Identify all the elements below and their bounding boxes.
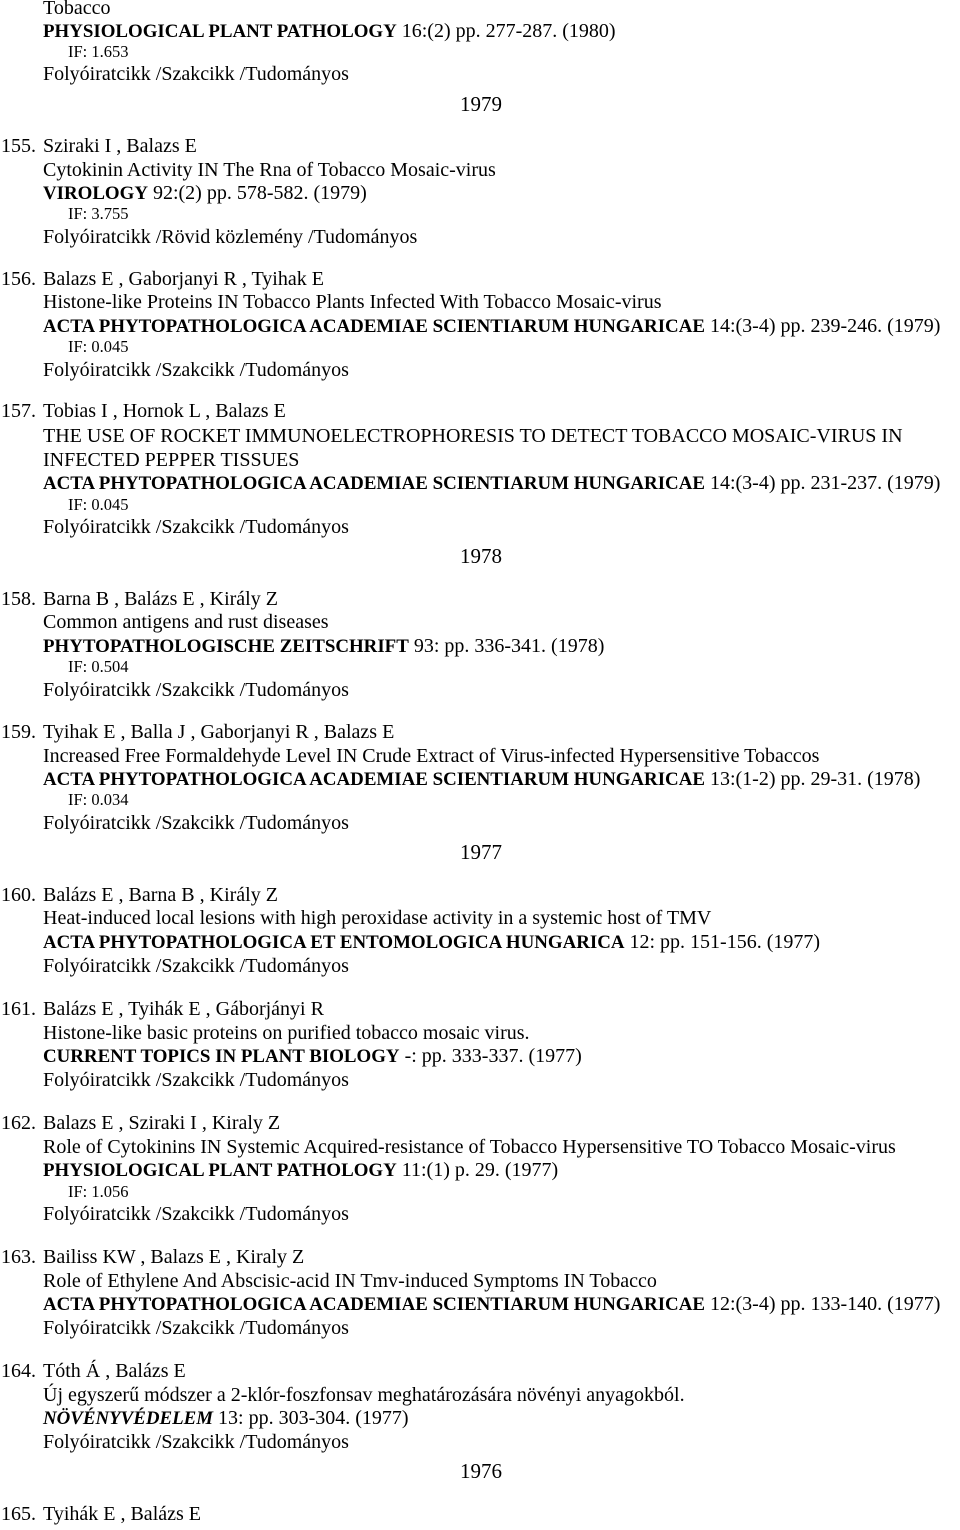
impact-factor: IF: 0.034 bbox=[68, 790, 129, 809]
entry-number: 158. bbox=[1, 587, 36, 610]
year-heading: 1977 bbox=[460, 839, 502, 864]
year-heading: 1976 bbox=[460, 1458, 502, 1483]
publication-type: Folyóiratcikk /Szakcikk /Tudományos bbox=[43, 1316, 349, 1339]
entry-journal-line bbox=[43, 1407, 409, 1430]
impact-factor: IF: 3.755 bbox=[68, 204, 129, 223]
impact-factor: IF: 0.045 bbox=[68, 495, 129, 514]
journal-name: NÖVÉNYVÉDELEM bbox=[43, 1407, 214, 1429]
entry-header-line bbox=[1, 1503, 201, 1526]
entry-number: 161. bbox=[1, 997, 36, 1020]
entry-header-line bbox=[1, 1112, 280, 1135]
journal-details: 14:(3-4) pp. 231-237. (1979) bbox=[709, 471, 941, 494]
journal-name: VIROLOGY bbox=[43, 182, 148, 204]
journal-details: 13: pp. 303-304. (1977) bbox=[218, 1406, 409, 1429]
entry-title-line: Tobacco bbox=[43, 0, 111, 19]
publication-type: Folyóiratcikk /Szakcikk /Tudományos bbox=[43, 954, 349, 977]
entry-journal-line bbox=[43, 472, 940, 495]
entry-journal-line bbox=[43, 1159, 558, 1182]
entry-journal-line bbox=[43, 635, 604, 658]
entry-title-line: Új egyszerű módszer a 2-klór-foszfonsav meghatározására növényi anyagokból. bbox=[43, 1383, 685, 1406]
journal-details: 12: pp. 151-156. (1977) bbox=[629, 930, 821, 953]
journal-details: 12:(3-4) pp. 133-140. (1977) bbox=[709, 1292, 941, 1315]
journal-details: 14:(3-4) pp. 239-246. (1979) bbox=[709, 314, 941, 337]
journal-details: -: pp. 333-337. (1977) bbox=[404, 1044, 582, 1067]
entry-journal-line bbox=[43, 1045, 582, 1068]
journal-name: ACTA PHYTOPATHOLOGICA ACADEMIAE SCIENTIARUM HUNGARICAE bbox=[43, 768, 705, 790]
entry-header-line bbox=[1, 998, 324, 1021]
entry-number: 163. bbox=[1, 1245, 36, 1268]
entry-title-line: Common antigens and rust diseases bbox=[43, 610, 329, 633]
journal-details: 92:(2) pp. 578-582. (1979) bbox=[152, 181, 367, 204]
entry-authors: Barna B , Balázs E , Király Z bbox=[43, 587, 278, 610]
impact-factor: IF: 1.653 bbox=[68, 42, 129, 61]
journal-name: ACTA PHYTOPATHOLOGICA ACADEMIAE SCIENTIARUM HUNGARICAE bbox=[43, 472, 705, 494]
entry-title-line: Cytokinin Activity IN The Rna of Tobacco Mosaic-virus bbox=[43, 158, 496, 181]
entry-title-line: Heat-induced local lesions with high peroxidase activity in a systemic host of TMV bbox=[43, 906, 712, 929]
year-heading: 1979 bbox=[460, 91, 502, 116]
impact-factor: IF: 0.045 bbox=[68, 337, 129, 356]
publication-type: Folyóiratcikk /Szakcikk /Tudományos bbox=[43, 811, 349, 834]
publication-type: Folyóiratcikk /Szakcikk /Tudományos bbox=[43, 62, 349, 85]
entry-journal-line bbox=[43, 20, 616, 43]
journal-name: ACTA PHYTOPATHOLOGICA ACADEMIAE SCIENTIARUM HUNGARICAE bbox=[43, 1293, 705, 1315]
entry-title-line: Role of Ethylene And Abscisic-acid IN Tmv-induced Symptoms IN Tobacco bbox=[43, 1269, 657, 1292]
publication-type: Folyóiratcikk /Szakcikk /Tudományos bbox=[43, 358, 349, 381]
entry-header-line bbox=[1, 1360, 186, 1383]
entry-header-line bbox=[1, 1246, 304, 1269]
entry-authors: Balazs E , Sziraki I , Kiraly Z bbox=[43, 1111, 281, 1134]
journal-details: 93: pp. 336-341. (1978) bbox=[413, 634, 605, 657]
entry-title-line: THE USE OF ROCKET IMMUNOELECTROPHORESIS TO DETECT TOBACCO MOSAIC-VIRUS IN bbox=[43, 424, 903, 447]
entry-authors: Balázs E , Tyihák E , Gáborjányi R bbox=[43, 997, 324, 1020]
entry-header-line bbox=[1, 400, 286, 423]
impact-factor: IF: 1.056 bbox=[68, 1182, 129, 1201]
entry-header-line bbox=[1, 135, 197, 158]
entry-header-line bbox=[1, 588, 278, 611]
entry-journal-line bbox=[43, 768, 920, 791]
publication-type: Folyóiratcikk /Szakcikk /Tudományos bbox=[43, 1430, 349, 1453]
entry-header-line bbox=[1, 268, 324, 291]
entry-number: 155. bbox=[1, 134, 36, 157]
entry-authors: Tyihák E , Balázs E bbox=[43, 1502, 201, 1525]
journal-details: 13:(1-2) pp. 29-31. (1978) bbox=[709, 767, 921, 790]
journal-details: 11:(1) p. 29. (1977) bbox=[401, 1158, 559, 1181]
journal-name: PHYSIOLOGICAL PLANT PATHOLOGY bbox=[43, 20, 397, 42]
entry-title-line: Histone-like Proteins IN Tobacco Plants Infected With Tobacco Mosaic-virus bbox=[43, 290, 662, 313]
entry-number: 160. bbox=[1, 883, 36, 906]
entry-number: 157. bbox=[1, 399, 36, 422]
journal-details: 16:(2) pp. 277-287. (1980) bbox=[401, 19, 616, 42]
entry-number: 165. bbox=[1, 1502, 36, 1525]
entry-journal-line bbox=[43, 1293, 940, 1316]
publication-type: Folyóiratcikk /Szakcikk /Tudományos bbox=[43, 1068, 349, 1091]
publication-type: Folyóiratcikk /Szakcikk /Tudományos bbox=[43, 515, 349, 538]
impact-factor: IF: 0.504 bbox=[68, 657, 129, 676]
entry-header-line bbox=[1, 884, 278, 907]
entry-journal-line bbox=[43, 931, 820, 954]
publication-type: Folyóiratcikk /Rövid közlemény /Tudományos bbox=[43, 225, 418, 248]
journal-name: CURRENT TOPICS IN PLANT BIOLOGY bbox=[43, 1045, 400, 1067]
year-heading: 1978 bbox=[460, 543, 502, 568]
entry-authors: Tóth Á , Balázs E bbox=[43, 1359, 186, 1382]
entry-authors: Sziraki I , Balazs E bbox=[43, 134, 197, 157]
entry-journal-line bbox=[43, 315, 940, 338]
entry-title-line: Role of Cytokinins IN Systemic Acquired-resistance of Tobacco Hypersensitive TO Tobacco Mosaic-virus bbox=[43, 1135, 896, 1158]
journal-name: ACTA PHYTOPATHOLOGICA ACADEMIAE SCIENTIARUM HUNGARICAE bbox=[43, 315, 705, 337]
entry-authors: Bailiss KW , Balazs E , Kiraly Z bbox=[43, 1245, 305, 1268]
entry-title-line: INFECTED PEPPER TISSUES bbox=[43, 448, 300, 471]
entry-number: 164. bbox=[1, 1359, 36, 1382]
journal-name: PHYSIOLOGICAL PLANT PATHOLOGY bbox=[43, 1159, 397, 1181]
entry-number: 159. bbox=[1, 720, 36, 743]
entry-number: 156. bbox=[1, 267, 36, 290]
publication-type: Folyóiratcikk /Szakcikk /Tudományos bbox=[43, 678, 349, 701]
entry-authors: Balazs E , Gaborjanyi R , Tyihak E bbox=[43, 267, 324, 290]
entry-title-line: Histone-like basic proteins on purified tobacco mosaic virus. bbox=[43, 1021, 530, 1044]
publication-type: Folyóiratcikk /Szakcikk /Tudományos bbox=[43, 1202, 349, 1225]
entry-authors: Tobias I , Hornok L , Balazs E bbox=[43, 399, 286, 422]
entry-journal-line bbox=[43, 182, 367, 205]
entry-number: 162. bbox=[1, 1111, 36, 1134]
entry-authors: Balázs E , Barna B , Király Z bbox=[43, 883, 278, 906]
journal-name: ACTA PHYTOPATHOLOGICA ET ENTOMOLOGICA HUNGARICA bbox=[43, 931, 625, 953]
entry-authors: Tyihak E , Balla J , Gaborjanyi R , Balazs E bbox=[43, 720, 395, 743]
entry-title-line: Increased Free Formaldehyde Level IN Crude Extract of Virus-infected Hypersensitive Tobaccos bbox=[43, 744, 820, 767]
journal-name: PHYTOPATHOLOGISCHE ZEITSCHRIFT bbox=[43, 635, 409, 657]
entry-header-line bbox=[1, 721, 394, 744]
